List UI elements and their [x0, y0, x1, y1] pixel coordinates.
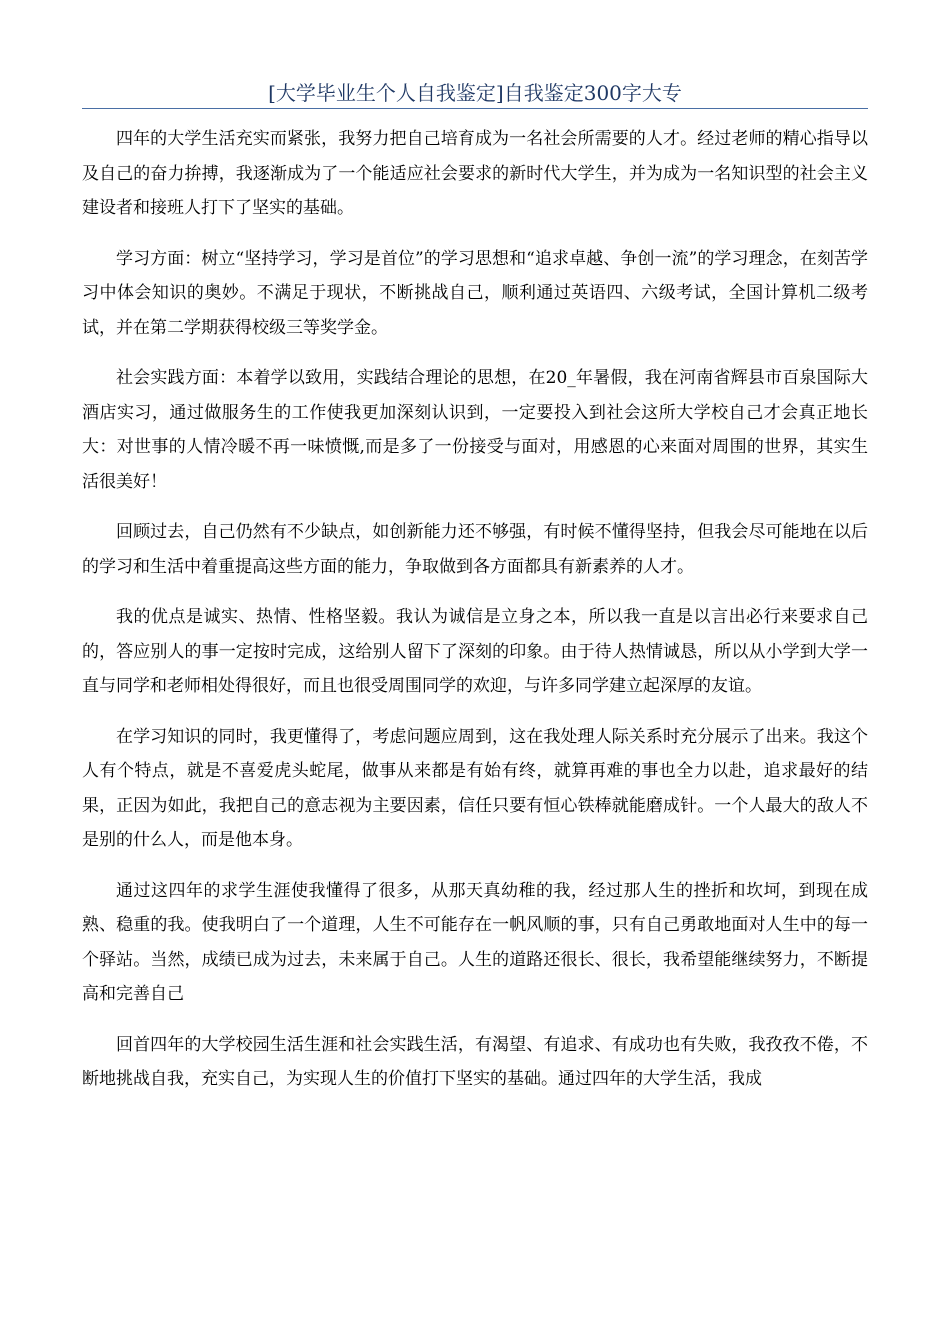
paragraph-character: 在学习知识的同时，我更懂得了，考虑问题应周到，这在我处理人际关系时充分展示了出来。我这个人有个特点，就是不喜爱虎头蛇尾，做事从来都是有始有终，就算再难的事也全力以赴，追求最好的结果，正因为如此，我把自己的意志视为主要因素，信任只要有恒心铁棒就能磨成针。一个人最大的敌人不是别的什么人，而是他本身。 — [82, 726, 868, 850]
paragraph-reflection: 回首四年的大学校园生活生涯和社会实践生活，有渴望、有追求、有成功也有失败，我孜孜不倦，不断地挑战自我，充实自己，为实现人生的价值打下坚实的基础。通过四年的大学生活，我成 — [82, 1034, 868, 1089]
header-divider — [82, 108, 868, 109]
paragraph-growth: 通过这四年的求学生涯使我懂得了很多，从那天真幼稚的我，经过那人生的挫折和坎坷，到现在成熟、稳重的我。使我明白了一个道理，人生不可能存在一帆风顺的事，只有自己勇敢地面对人生中的每一个驿站。当然，成绩已成为过去，未来属于自己。人生的道路还很长、很长，我希望能继续努力，不断提高和完善自己 — [82, 880, 868, 1004]
paragraph-review: 回顾过去，自己仍然有不少缺点，如创新能力还不够强，有时候不懂得坚持，但我会尽可能地在以后的学习和生活中着重提高这些方面的能力，争取做到各方面都具有新素养的人才。 — [82, 522, 868, 577]
paragraph-social-practice: 社会实践方面：本着学以致用，实践结合理论的思想，在20_年暑假，我在河南省辉县市百泉国际大酒店实习，通过做服务生的工作使我更加深刻认识到，一定要投入到社会这所大学校自己才会真正地长大：对世事的人情冷暖不再一味愤慨,而是多了一份接受与面对，用感恩的心来面对周围的世界，其实生活很美好！ — [82, 368, 868, 492]
document-header-title: [大学毕业生个人自我鉴定]自我鉴定300字大专 — [268, 81, 682, 105]
paragraph-study: 学习方面：树立“坚持学习，学习是首位”的学习思想和“追求卓越、争创一流”的学习理念，在刻苦学习中体会知识的奥妙。不满足于现状，不断挑战自己，顺利通过英语四、六级考试，全国计算机二级考试，并在第二学期获得校级三等奖学金。 — [82, 248, 868, 338]
paragraph-strengths: 我的优点是诚实、热情、性格坚毅。我认为诚信是立身之本，所以我一直是以言出必行来要求自己的，答应别人的事一定按时完成，这给别人留下了深刻的印象。由于待人热情诚恳，所以从小学到大学一直与同学和老师相处得很好，而且也很受周围同学的欢迎，与许多同学建立起深厚的友谊。 — [82, 607, 868, 696]
paragraph-intro: 四年的大学生活充实而紧张，我努力把自己培育成为一名社会所需要的人才。经过老师的精心指导以及自己的奋力拚搏，我逐渐成为了一个能适应社会要求的新时代大学生，并为成为一名知识型的社会主义建设者和接班人打下了坚实的基础。 — [82, 129, 868, 218]
document-body — [82, 122, 868, 1113]
